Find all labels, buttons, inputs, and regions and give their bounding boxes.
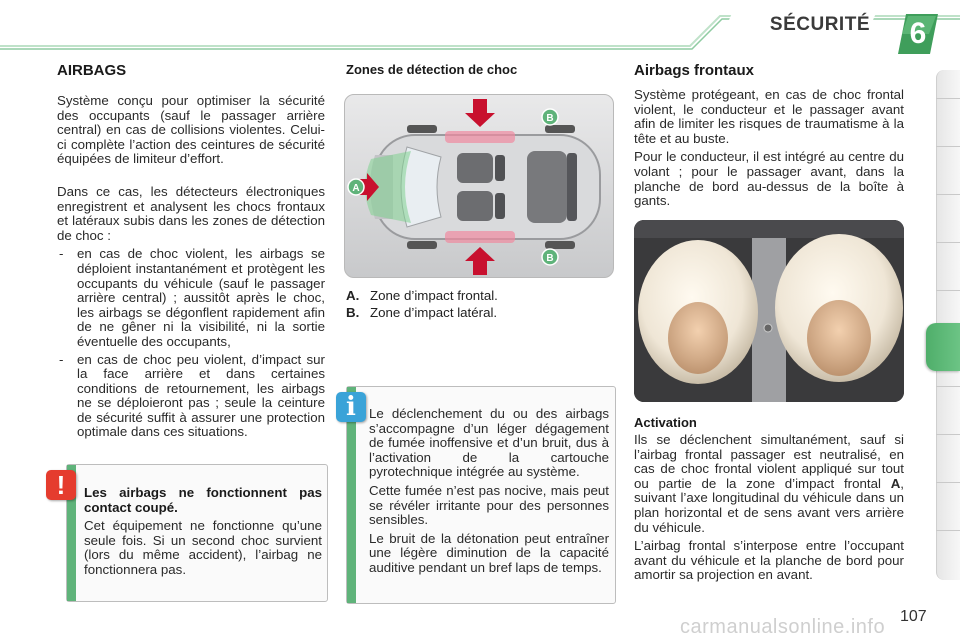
marker-b-top: B	[546, 113, 554, 124]
car-top-view	[345, 95, 614, 278]
activation-text	[634, 433, 904, 587]
airbags-detectors: Dans ce cas, les détecteurs électroniques enregistrent et analysent les chocs frontaux et latéraux subis dans les zones de détection de choc :	[57, 183, 325, 243]
list-item	[346, 287, 498, 304]
airbag-deployment-photo	[634, 220, 904, 402]
list-item: - en cas de choc peu violent, d’impact sur la face arrière et dans certaines conditions de retournement, les airbags ne se déploieront pas ; seule la ceinture de sécurité suffit à assurer une protection optimale dans ces situations.	[57, 353, 325, 441]
tab-divider	[936, 146, 960, 147]
zones-heading: Zones de détection de choc	[346, 62, 518, 77]
marker-b-bottom: B	[546, 253, 554, 264]
activation-p1-zone: A	[890, 475, 901, 491]
list-item: - en cas de choc violent, les airbags se déploient instantanément et protègent les occupants du véhicule (sauf le passager arrière central) ; aussitôt après le choc, les airbags se dégonflent rapidement afin de ne gêner ni la visibilité, ni la sortie éventuelle des occupants,	[57, 247, 325, 349]
warning-title: Les airbags ne fonctionnent pas contact coupé.	[84, 485, 322, 515]
list-item	[346, 304, 498, 321]
frontal-text	[634, 88, 904, 213]
info-paragraph: Le bruit de la détonation peut entraîner une légère diminution de la capacité auditive pendant un bref laps de temps.	[369, 530, 609, 575]
watermark: carmanualsonline.info	[680, 616, 886, 638]
warning-text: Cet équipement ne fonctionne qu’une seule fois. Si un second choc survient (lors du même accident), l’airbag ne fonctionnera pas.	[84, 518, 322, 577]
airbags-bullets	[57, 247, 325, 440]
frontal-heading: Airbags frontaux	[634, 62, 755, 79]
frontal-p2: Pour le conducteur, il est intégré au centre du volant ; pour le passager avant, dans la planche de bord au-dessus de la boîte à gants.	[634, 149, 904, 209]
warning-icon: !	[46, 470, 76, 500]
tab-divider	[936, 194, 960, 195]
tab-divider	[936, 386, 960, 387]
info-box-content	[369, 407, 609, 580]
warning-box	[66, 464, 328, 602]
info-icon: i	[336, 392, 366, 422]
page-number: 107	[900, 608, 927, 625]
airbags-left-column	[57, 94, 325, 440]
activation-p1-before: Ils se déclenchent simultanément, sauf si l’airbag frontal passager est neutralisé, en cas de choc frontal violent appliqué sur tout ou partie de la zone d’impact frontal	[634, 432, 904, 491]
zones-legend	[346, 287, 498, 321]
tab-divider	[936, 530, 960, 531]
zone-key: B.	[346, 305, 360, 320]
tab-divider	[936, 434, 960, 435]
warning-box-content	[84, 486, 322, 582]
marker-a: A	[352, 183, 360, 194]
airbags-intro: Système conçu pour optimiser la sécurité des occupants (sauf le passager arrière central) en cas de collisions violentes. Celui-ci complète l’action des ceintures de sécurité équipées de limiteur d’effort.	[57, 93, 325, 167]
tab-divider	[936, 290, 960, 291]
info-paragraph: Cette fumée n’est pas nocive, mais peut se révéler irritante pour des personnes sensibles.	[369, 482, 609, 528]
activation-heading: Activation	[634, 415, 697, 430]
frontal-p1: Système protégeant, en cas de choc frontal violent, le conducteur et le passager avant afin de limiter les risques de traumatisme à la tête et au buste.	[634, 87, 904, 146]
airbags-heading: AIRBAGS	[57, 62, 127, 79]
activation-p1-after: , suivant l’axe longitudinal du véhicule dans un plan horizontal et de sens avant vers arrière du véhicule.	[634, 475, 904, 535]
activation-p1	[634, 433, 904, 535]
tab-divider	[936, 242, 960, 243]
tab-divider	[936, 482, 960, 483]
car-zones-diagram	[344, 94, 614, 278]
info-paragraph: Le déclenchement du ou des airbags s’accompagne d’un léger dégagement de fumée inoffensive et d’un bruit, dus à l’activation de la cartouche pyrotechnique intégrée au système.	[369, 406, 609, 480]
chapter-number: 6	[909, 17, 927, 50]
zone-label: Zone d’impact latéral.	[370, 305, 498, 320]
airbag-illustration	[634, 220, 904, 402]
activation-p2: L’airbag frontal s’interpose entre l’occupant avant du véhicule et la planche de bord pour amortir sa projection en avant.	[634, 538, 904, 583]
section-title: SÉCURITÉ	[769, 14, 870, 35]
zone-label: Zone d’impact frontal.	[370, 288, 498, 303]
zone-key: A.	[346, 288, 360, 303]
tab-divider	[936, 98, 960, 99]
chapter-tab-active[interactable]	[926, 323, 960, 371]
info-box	[346, 386, 616, 604]
